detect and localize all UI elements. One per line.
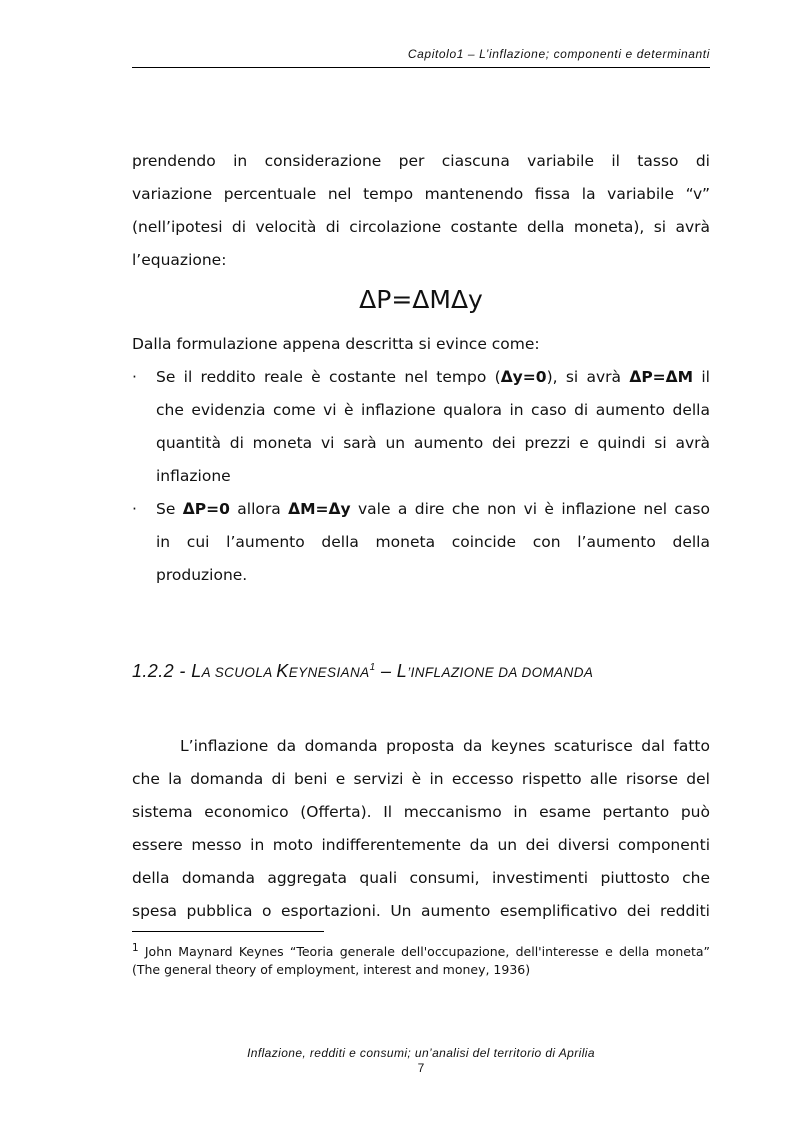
bullet-item: · Se ΔP=0 allora ΔM=Δy vale a dire che non vi è inflazione nel caso in cui l’aumento della moneta coincide con l’aumento della produzione. bbox=[132, 493, 710, 592]
bullet-item: · Se il reddito reale è costante nel tempo (Δy=0), si avrà ΔP=ΔM il che evidenzia come vi è inflazione qualora in caso di aumento della quantità di moneta vi sarà un aumento dei prezzi e quindi si avrà inflazione bbox=[132, 361, 710, 493]
footnote-rule bbox=[132, 931, 324, 932]
bullet-marker: · bbox=[132, 500, 137, 518]
intro-line: (nell’ipotesi di velocità di circolazione costante della moneta), si avrà bbox=[132, 218, 710, 236]
lead-sentence: Dalla formulazione appena descritta si evince come: bbox=[132, 335, 540, 353]
section-heading: 1.2.2 - LA SCUOLA KEYNESIANA$^1$ – L’INFLAZIONE DA DOMANDA bbox=[132, 661, 594, 681]
page-number: 7 bbox=[417, 1061, 425, 1075]
footnote-text: John Maynard Keynes “Teoria generale dell'occupazione, dell'interesse e della moneta” (The general theory of employment, interest and money, 1936) bbox=[132, 944, 710, 978]
intro-line: l’equazione: bbox=[132, 251, 227, 269]
bullet-marker: · bbox=[132, 368, 137, 386]
intro-line: variazione percentuale nel tempo mantenendo fissa la variabile “v” bbox=[132, 185, 710, 203]
footnote bbox=[132, 939, 710, 979]
bullet-list bbox=[132, 361, 710, 592]
bold-formula: ΔM=Δy bbox=[288, 500, 351, 518]
intro-line: prendendo in considerazione per ciascuna variabile il tasso di bbox=[132, 152, 710, 170]
intro-paragraph bbox=[132, 145, 710, 277]
footnote-number: 1 bbox=[132, 942, 139, 954]
equation: ΔP=ΔMΔy bbox=[359, 285, 483, 314]
header-rule bbox=[132, 67, 710, 68]
running-footer: Inflazione, redditi e consumi; un’analisi del territorio di Aprilia bbox=[247, 1046, 595, 1060]
body-paragraph: L’inflazione da domanda proposta da keynes scaturisce dal fatto che la domanda di beni e servizi è in eccesso rispetto alle risorse del sistema economico (Offerta). Il meccanismo in esame pertanto può essere messo in moto indifferentemente da un dei diversi componenti della domanda aggregata quali consumi, investimenti piuttosto che spesa pubblica o esportazioni. Un aumento esemplificativo dei redditi bbox=[132, 737, 710, 920]
footnote-ref[interactable]: 1 bbox=[369, 662, 376, 673]
bold-formula: ΔP=0 bbox=[182, 500, 230, 518]
bold-formula: ΔP=ΔM bbox=[629, 368, 694, 386]
bold-formula: Δy=0 bbox=[500, 368, 547, 386]
running-header: Capitolo1 – L’inflazione; componenti e determinanti bbox=[407, 47, 710, 61]
